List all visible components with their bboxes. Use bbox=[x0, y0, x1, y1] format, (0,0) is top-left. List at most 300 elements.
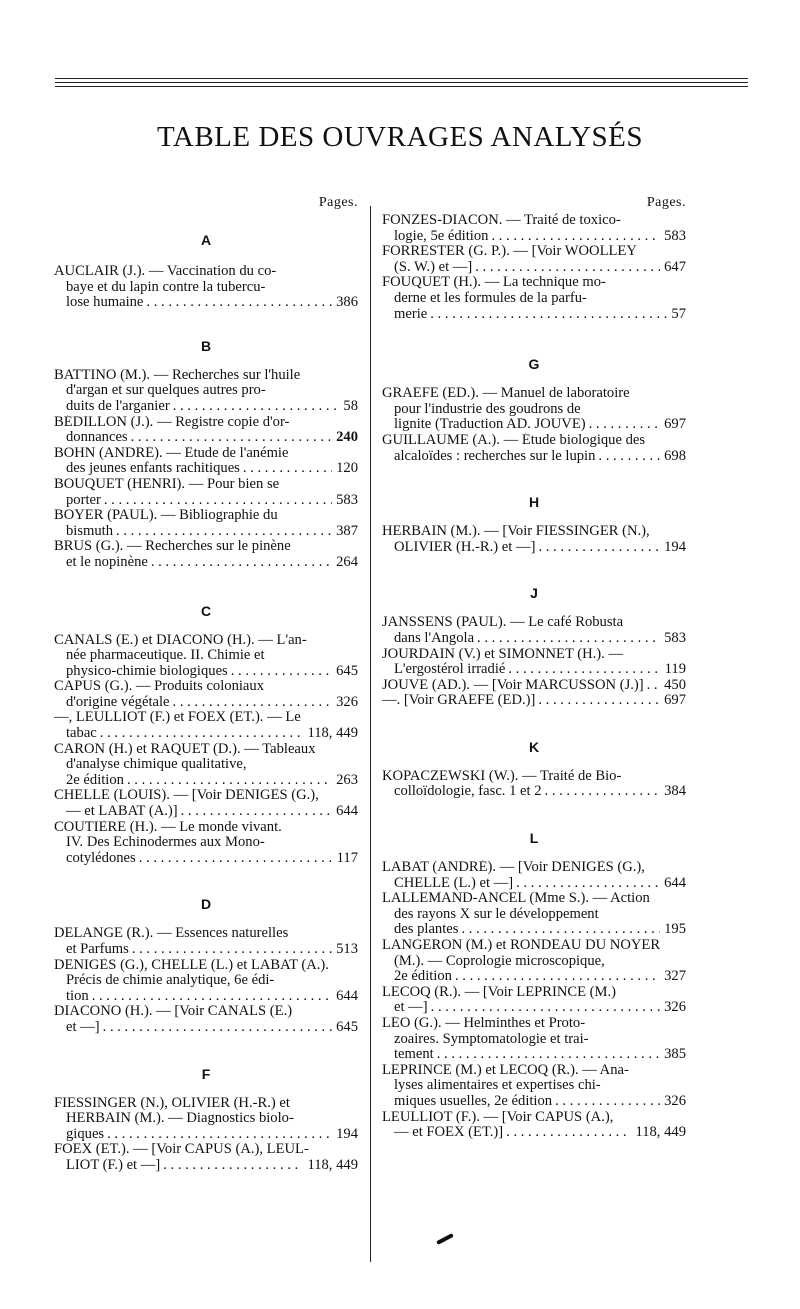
entry-text: LEULLIOT (F.). — [Voir CAPUS (A.), bbox=[382, 1109, 614, 1125]
entry-text: KOPACZEWSKI (W.). — Traité de Bio- bbox=[382, 768, 622, 784]
spacer bbox=[382, 709, 686, 739]
pages-column-label: Pages. bbox=[318, 195, 358, 210]
entry-line bbox=[54, 1111, 358, 1127]
entry-text: BOUQUET (HENRI). — Pour bien se bbox=[54, 476, 280, 492]
right-column bbox=[382, 195, 686, 1141]
entry-text: LEPRINCE (M.) et LECOQ (R.). — Ana- bbox=[382, 1062, 629, 1078]
page-number: 118, 449 bbox=[635, 1125, 686, 1141]
page-number: 513 bbox=[336, 942, 358, 957]
entry-text: FONZES-DIACON. — Traité de toxico- bbox=[382, 213, 621, 228]
entry-line bbox=[382, 524, 686, 540]
entry-line bbox=[54, 1020, 358, 1036]
page-number: 644 bbox=[336, 988, 358, 1004]
entry-text: FOUQUET (H.). — La technique mo- bbox=[382, 275, 606, 291]
section-letter: A bbox=[200, 232, 212, 248]
index-entry bbox=[382, 678, 686, 694]
entry-text: HERBAIN (M.). — Diagnostics biolo- bbox=[66, 1111, 294, 1127]
spacer bbox=[54, 912, 358, 926]
entry-line bbox=[54, 295, 358, 311]
index-entry bbox=[54, 926, 358, 957]
dot-leader bbox=[472, 260, 660, 276]
entry-text: FORRESTER (G. P.). — [Voir WOOLLEY bbox=[382, 244, 637, 260]
entry-text: CHELLE (LOUIS). — [Voir DENIGÈS (G.), bbox=[54, 788, 319, 804]
entry-line bbox=[54, 726, 358, 742]
entry-line bbox=[54, 820, 358, 836]
entry-text: IV. Des Échinodermes aux Mono- bbox=[66, 835, 265, 851]
page-number: 194 bbox=[664, 539, 686, 555]
entry-text: GRAEFE (ED.). — Manuel de laboratoire bbox=[382, 386, 630, 402]
entry-line bbox=[54, 1142, 358, 1158]
entry-text: née pharmaceutique. II. Chimie et bbox=[66, 648, 265, 664]
page-number: 263 bbox=[336, 772, 358, 788]
entry-line bbox=[382, 260, 686, 276]
entry-text: et le nopinène bbox=[66, 554, 148, 570]
page-number: 385 bbox=[664, 1047, 686, 1063]
entry-line bbox=[382, 229, 686, 245]
entry-line bbox=[382, 291, 686, 307]
page-number: 117 bbox=[336, 850, 358, 866]
index-entry bbox=[54, 1004, 358, 1035]
entry-line bbox=[54, 399, 358, 415]
entry-text: physico-chimie biologiques bbox=[66, 663, 228, 679]
entry-line bbox=[54, 804, 358, 820]
index-entry bbox=[382, 615, 686, 646]
entry-line bbox=[382, 922, 686, 938]
entry-text: et —] bbox=[394, 1000, 428, 1016]
page-number: 583 bbox=[336, 492, 358, 508]
spacer bbox=[54, 213, 358, 232]
entry-text: GUILLAUME (A.). — Étude biologique des bbox=[382, 432, 646, 448]
entry-text: et —] bbox=[66, 1019, 100, 1035]
index-entry bbox=[382, 275, 686, 322]
entry-line bbox=[54, 430, 358, 446]
entry-line bbox=[54, 508, 358, 524]
entry-line bbox=[382, 1016, 686, 1032]
entry-line bbox=[382, 631, 686, 647]
entry-text: d'argan et sur quelques autres pro- bbox=[66, 383, 266, 399]
page-number: 583 bbox=[664, 630, 686, 646]
index-entry bbox=[54, 477, 358, 508]
entry-text: LIOT (F.) et —] bbox=[66, 1157, 161, 1173]
entry-line bbox=[382, 1110, 686, 1126]
index-entry bbox=[54, 508, 358, 539]
entry-text: Précis de chimie analytique, 6e édi- bbox=[66, 973, 275, 989]
spacer bbox=[382, 464, 686, 494]
page-number: 697 bbox=[664, 417, 686, 433]
dot-leader bbox=[228, 664, 332, 680]
dot-leader bbox=[488, 229, 660, 245]
dot-leader bbox=[434, 1047, 660, 1063]
entry-text: tion bbox=[66, 988, 89, 1004]
dot-leader bbox=[136, 851, 333, 867]
entry-line bbox=[54, 989, 358, 1005]
dot-leader bbox=[586, 417, 661, 433]
entry-text: des rayons X sur le développement bbox=[394, 906, 599, 922]
dot-leader bbox=[474, 631, 660, 647]
entry-text: derne et les formules de la parfu- bbox=[394, 290, 587, 306]
spacer bbox=[54, 571, 358, 603]
entry-line bbox=[382, 540, 686, 556]
index-entry bbox=[54, 742, 358, 789]
entry-line bbox=[54, 664, 358, 680]
entry-line bbox=[382, 693, 686, 709]
entry-line bbox=[54, 1004, 358, 1020]
entry-text: 2e édition bbox=[66, 772, 124, 788]
entry-text: (M.). — Coprologie microscopique, bbox=[394, 953, 605, 969]
spacer bbox=[382, 800, 686, 830]
entry-text: giques bbox=[66, 1126, 105, 1142]
entry-text: AUCLAIR (J.). — Vaccination du co- bbox=[54, 264, 277, 279]
entry-text: FOEX (ET.). — [Voir CAPUS (A.), LEUL- bbox=[54, 1142, 309, 1158]
entry-line bbox=[54, 710, 358, 726]
dot-leader bbox=[129, 942, 332, 958]
entry-line bbox=[382, 1000, 686, 1016]
entry-text: merie bbox=[394, 306, 428, 322]
dot-leader bbox=[427, 307, 667, 323]
index-entry bbox=[382, 860, 686, 891]
entry-text: baye et du lapin contre la tubercu- bbox=[66, 279, 266, 295]
entry-text: DIACONO (H.). — [Voir CANALS (E.) bbox=[54, 1004, 293, 1020]
index-entry bbox=[382, 769, 686, 800]
entry-line bbox=[382, 647, 686, 663]
entry-line bbox=[54, 280, 358, 296]
index-entry bbox=[382, 1016, 686, 1063]
top-rule bbox=[55, 78, 748, 79]
entry-line bbox=[382, 769, 686, 785]
entry-line bbox=[382, 275, 686, 291]
page-number: 698 bbox=[664, 448, 686, 464]
page-number: 644 bbox=[664, 875, 686, 891]
entry-line bbox=[54, 835, 358, 851]
entry-line bbox=[382, 784, 686, 800]
dot-leader bbox=[240, 461, 332, 477]
entry-line bbox=[54, 773, 358, 789]
index-entry bbox=[54, 679, 358, 710]
top-rule bbox=[55, 82, 748, 83]
page-number: 326 bbox=[664, 1093, 686, 1109]
page-number: 195 bbox=[664, 922, 686, 938]
page-number: 697 bbox=[664, 693, 686, 709]
entry-line bbox=[54, 524, 358, 540]
dot-leader bbox=[101, 493, 332, 509]
top-rule bbox=[55, 86, 748, 87]
entry-text: porter bbox=[66, 492, 101, 508]
entry-text: bismuth bbox=[66, 523, 114, 539]
dot-leader bbox=[104, 1127, 332, 1143]
spacer bbox=[382, 372, 686, 386]
index-entry bbox=[54, 1096, 358, 1143]
entry-line bbox=[54, 788, 358, 804]
section-letter: L bbox=[529, 830, 539, 847]
entry-line bbox=[382, 1125, 686, 1141]
index-entry bbox=[382, 938, 686, 985]
index-entry bbox=[382, 985, 686, 1016]
entry-line bbox=[382, 938, 686, 954]
dot-leader bbox=[595, 449, 660, 465]
entry-text: et Parfums bbox=[66, 942, 129, 957]
entry-text: logie, 5e édition bbox=[394, 228, 489, 244]
section-letter: D bbox=[200, 896, 212, 913]
entry-text: LALLEMAND-ANCEL (Mme S.). — Action bbox=[382, 891, 650, 907]
dot-leader bbox=[452, 969, 660, 985]
spacer bbox=[54, 311, 358, 338]
column-divider bbox=[370, 206, 371, 1262]
page-number: 119 bbox=[664, 662, 686, 678]
index-entry bbox=[54, 1142, 358, 1173]
index-entry bbox=[382, 386, 686, 433]
entry-line bbox=[382, 662, 686, 678]
entry-line bbox=[54, 851, 358, 867]
entry-text: colloïdologie, fasc. 1 et 2 bbox=[394, 784, 542, 800]
entry-text: L'ergostérol irradié bbox=[394, 662, 506, 678]
entry-line bbox=[382, 307, 686, 323]
index-entry bbox=[54, 368, 358, 415]
pages-column-label: Pages. bbox=[646, 195, 686, 210]
page-number: 384 bbox=[664, 784, 686, 800]
entry-text: pour l'industrie des goudrons de bbox=[394, 401, 581, 417]
entry-line bbox=[382, 1032, 686, 1048]
spacer bbox=[54, 866, 358, 896]
page-number: 326 bbox=[336, 694, 358, 710]
entry-text: tabac bbox=[66, 726, 97, 742]
dot-leader bbox=[535, 693, 660, 709]
entry-text: —. [Voir GRAEFE (ED.)] bbox=[382, 693, 536, 709]
entry-line bbox=[54, 742, 358, 758]
entry-text: cotylédones bbox=[66, 850, 136, 866]
entry-line bbox=[382, 213, 686, 229]
entry-text: tement bbox=[394, 1047, 434, 1063]
left-column bbox=[54, 195, 358, 1174]
index-entry bbox=[382, 213, 686, 244]
index-entry bbox=[382, 693, 686, 709]
entry-text: —, LEULLIOT (F.) et FOEX (ET.). — Le bbox=[54, 710, 301, 726]
entry-line bbox=[382, 417, 686, 433]
index-entry bbox=[382, 647, 686, 678]
dot-leader bbox=[124, 773, 332, 789]
index-entry bbox=[54, 958, 358, 1005]
entry-line bbox=[382, 449, 686, 465]
entry-line bbox=[382, 1063, 686, 1079]
dot-leader bbox=[170, 399, 340, 415]
page-number: 645 bbox=[336, 1019, 358, 1035]
entry-text: CARON (H.) et RAQUET (D.). — Tableaux bbox=[54, 741, 316, 757]
entry-line bbox=[54, 1127, 358, 1143]
section-letter: C bbox=[200, 602, 212, 619]
spacer bbox=[54, 1082, 358, 1096]
entry-text: COUTIÈRE (H.). — Le monde vivant. bbox=[54, 819, 282, 835]
entry-line bbox=[382, 860, 686, 876]
page-number: 644 bbox=[336, 804, 358, 820]
page-number: 387 bbox=[336, 523, 358, 539]
entry-line bbox=[382, 954, 686, 970]
entry-text: JANSSENS (PAUL). — Le café Robusta bbox=[382, 615, 624, 631]
section-letter: J bbox=[530, 585, 538, 602]
entry-text: alcaloïdes : recherches sur le lupin bbox=[394, 448, 596, 464]
entry-text: LABAT (ANDRÉ). — [Voir DENIGÈS (G.), bbox=[382, 860, 645, 876]
dot-leader bbox=[178, 804, 333, 820]
dot-leader bbox=[100, 1020, 332, 1036]
index-entry bbox=[382, 244, 686, 275]
index-entry bbox=[382, 891, 686, 938]
page-number: 450 bbox=[664, 677, 686, 693]
index-entry bbox=[382, 1110, 686, 1141]
entry-text: donnances bbox=[66, 430, 128, 446]
page-number: 326 bbox=[664, 1000, 686, 1016]
entry-line bbox=[382, 615, 686, 631]
entry-text: des plantes bbox=[394, 922, 459, 938]
page-number: 386 bbox=[336, 295, 358, 311]
spacer bbox=[54, 1036, 358, 1066]
spacer bbox=[382, 555, 686, 585]
entry-text: (S. W.) et —] bbox=[394, 259, 473, 275]
section-letter: H bbox=[528, 494, 540, 511]
entry-line bbox=[382, 433, 686, 449]
entry-text: CANALS (E.) et DIACONO (H.). — L'an- bbox=[54, 632, 307, 648]
page-number: 118, 449 bbox=[307, 1157, 358, 1173]
entry-text: d'analyse chimique qualitative, bbox=[66, 757, 247, 773]
entry-line bbox=[54, 383, 358, 399]
entry-line bbox=[382, 876, 686, 892]
entry-text: zoaires. Symptomatologie et trai- bbox=[394, 1031, 589, 1047]
dot-leader bbox=[113, 524, 332, 540]
dot-leader bbox=[143, 295, 332, 311]
entry-text: — et FOEX (ET.)] bbox=[394, 1125, 504, 1141]
entry-text: OLIVIER (H.-R.) et —] bbox=[394, 539, 536, 555]
index-entry bbox=[382, 524, 686, 555]
dot-leader bbox=[644, 678, 660, 694]
section-letter: F bbox=[201, 1065, 211, 1082]
index-entry bbox=[54, 264, 358, 311]
page-number: 647 bbox=[664, 259, 686, 275]
entry-text: BATTINO (M.). — Recherches sur l'huile bbox=[54, 367, 301, 383]
entry-line bbox=[54, 958, 358, 974]
entry-line bbox=[54, 648, 358, 664]
dot-leader bbox=[542, 784, 661, 800]
dot-leader bbox=[503, 1125, 631, 1141]
index-entry bbox=[382, 433, 686, 464]
index-entry bbox=[54, 710, 358, 741]
entry-text: BÉDILLON (J.). — Registre copie d'or- bbox=[54, 414, 290, 430]
entry-line bbox=[54, 695, 358, 711]
dot-leader bbox=[89, 989, 332, 1005]
spacer bbox=[382, 755, 686, 769]
dot-leader bbox=[428, 1000, 660, 1016]
entry-text: dans l'Angola bbox=[394, 630, 475, 646]
spacer bbox=[382, 510, 686, 524]
page-number: 58 bbox=[343, 398, 358, 414]
entry-text: DELANGE (R.). — Essences naturelles bbox=[54, 926, 289, 942]
entry-line bbox=[54, 446, 358, 462]
entry-text: LANGERON (M.) et RONDEAU DU NOYER bbox=[382, 938, 661, 954]
entry-line bbox=[54, 368, 358, 384]
dot-leader bbox=[170, 695, 333, 711]
entry-text: LÉO (G.). — Helminthes et Proto- bbox=[382, 1016, 586, 1031]
index-entry bbox=[54, 415, 358, 446]
index-entry bbox=[54, 446, 358, 477]
entry-line bbox=[54, 555, 358, 571]
entry-line bbox=[54, 461, 358, 477]
page-title: TABLE DES OUVRAGES ANALYSÉS bbox=[157, 121, 643, 153]
entry-line bbox=[54, 477, 358, 493]
entry-line bbox=[54, 264, 358, 280]
entry-text: d'origine végétale bbox=[66, 694, 170, 710]
entry-text: DENIGÈS (G.), CHELLE (L.) et LABAT (A.). bbox=[54, 957, 329, 973]
dot-leader bbox=[505, 662, 660, 678]
page-number: 118, 449 bbox=[307, 726, 358, 742]
entry-line bbox=[382, 386, 686, 402]
index-entry bbox=[54, 788, 358, 819]
dot-leader bbox=[552, 1094, 660, 1110]
entry-line bbox=[54, 679, 358, 695]
entry-text: HERBAIN (M.). — [Voir FIESSINGER (N.), bbox=[382, 524, 650, 540]
entry-line bbox=[54, 757, 358, 773]
entry-text: — et LABAT (A.)] bbox=[66, 804, 178, 820]
entry-text: CHELLE (L.) et —] bbox=[394, 875, 514, 891]
dot-leader bbox=[128, 430, 333, 446]
entry-line bbox=[382, 402, 686, 418]
spacer bbox=[382, 601, 686, 615]
dot-leader bbox=[160, 1158, 303, 1174]
page-number: 240 bbox=[336, 430, 358, 446]
entry-line bbox=[54, 493, 358, 509]
entry-line bbox=[54, 942, 358, 958]
page-number: 645 bbox=[336, 663, 358, 679]
page-number: 264 bbox=[336, 554, 358, 570]
index-entry bbox=[54, 820, 358, 867]
entry-text: LECOQ (R.). — [Voir LEPRINCE (M.) bbox=[382, 984, 617, 1000]
section-letter: K bbox=[528, 738, 540, 755]
dot-leader bbox=[458, 922, 660, 938]
entry-text: BOHN (ANDRÉ). — Étude de l'anémie bbox=[54, 445, 289, 461]
entry-line bbox=[382, 1047, 686, 1063]
entry-text: BRUS (G.). — Recherches sur le pinène bbox=[54, 539, 291, 555]
entry-line bbox=[382, 678, 686, 694]
entry-text: CAPUS (G.). — Produits coloniaux bbox=[54, 679, 264, 695]
entry-text: miques usuelles, 2e édition bbox=[394, 1093, 553, 1109]
ink-mark bbox=[436, 1233, 454, 1245]
entry-line bbox=[382, 969, 686, 985]
spacer bbox=[382, 322, 686, 356]
entry-line bbox=[54, 633, 358, 649]
entry-line bbox=[382, 891, 686, 907]
section-letter: G bbox=[528, 356, 540, 373]
spacer bbox=[54, 354, 358, 368]
entry-line bbox=[54, 1158, 358, 1174]
entry-text: BOYER (PAUL). — Bibliographie du bbox=[54, 508, 278, 524]
page-number: 327 bbox=[664, 969, 686, 985]
dot-leader bbox=[535, 540, 660, 556]
page-number: 583 bbox=[664, 228, 686, 244]
entry-line bbox=[54, 926, 358, 942]
entry-text: FIESSINGER (N.), OLIVIER (H.-R.) et bbox=[54, 1095, 290, 1111]
page-number: 120 bbox=[336, 461, 358, 477]
entry-line bbox=[54, 973, 358, 989]
entry-line bbox=[54, 539, 358, 555]
entry-line bbox=[54, 415, 358, 431]
dot-leader bbox=[148, 555, 332, 571]
entry-line bbox=[382, 244, 686, 260]
entry-line bbox=[382, 907, 686, 923]
spacer bbox=[54, 248, 358, 264]
entry-line bbox=[382, 1094, 686, 1110]
spacer bbox=[382, 846, 686, 860]
index-entry bbox=[382, 1063, 686, 1110]
page-number: 57 bbox=[671, 306, 686, 322]
section-letter: B bbox=[200, 337, 212, 354]
entry-text: des jeunes enfants rachitiques bbox=[66, 461, 240, 477]
page-number: 194 bbox=[336, 1126, 358, 1142]
entry-line bbox=[382, 1078, 686, 1094]
